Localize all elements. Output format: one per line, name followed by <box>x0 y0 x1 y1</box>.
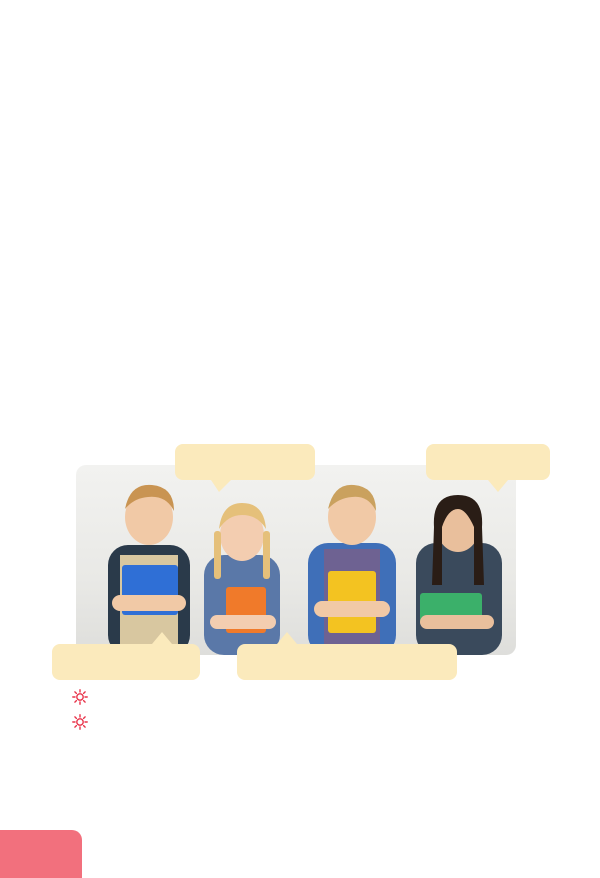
child-1 <box>108 485 190 655</box>
bubble-environment <box>175 444 315 480</box>
bottom-dash-border <box>10 812 600 816</box>
bubble-heredity <box>52 644 200 680</box>
children-illustration <box>76 465 516 655</box>
child-4 <box>416 495 502 655</box>
children-photo <box>76 465 516 655</box>
top-dot-border <box>10 14 600 24</box>
sun-icon <box>72 714 88 730</box>
page-number-tab <box>0 830 82 878</box>
child-2 <box>204 503 280 655</box>
sun-icon <box>72 689 88 705</box>
bubble-lifestyle <box>237 644 457 680</box>
bubble-medicine <box>426 444 550 480</box>
child-3 <box>308 485 396 655</box>
